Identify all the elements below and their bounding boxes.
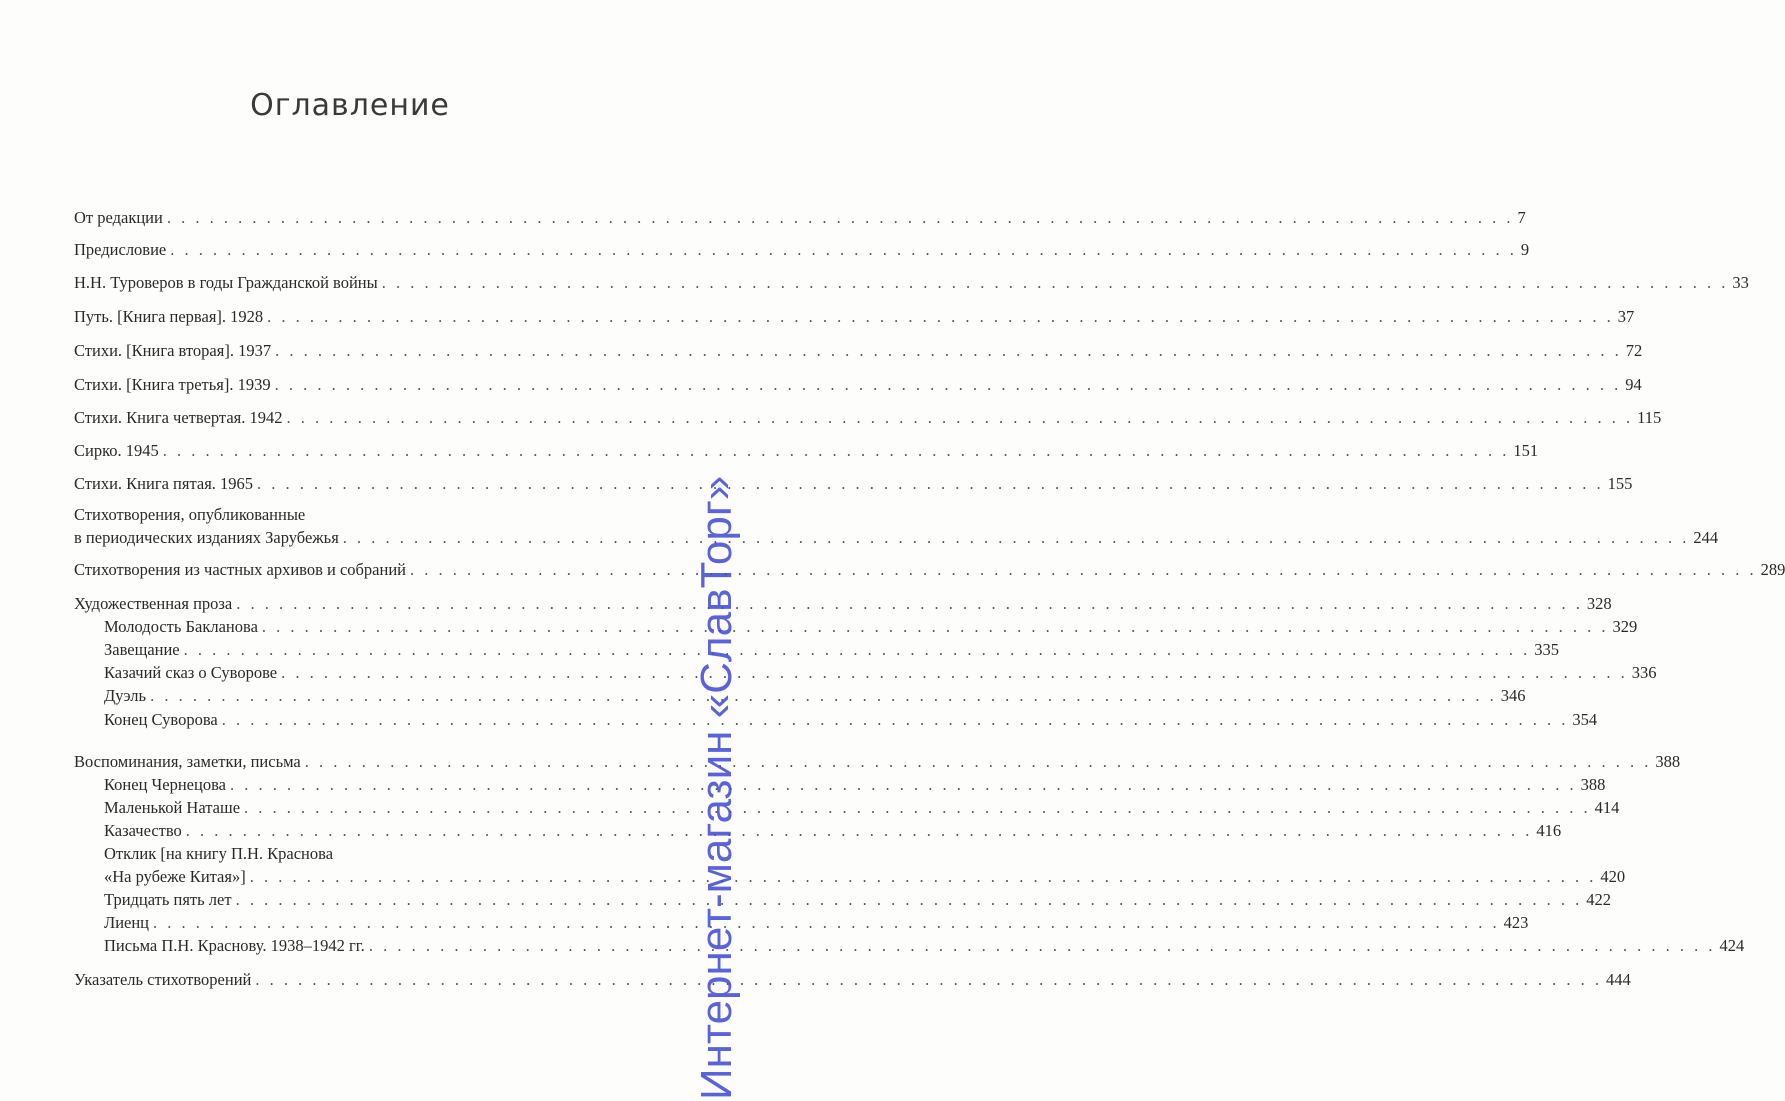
toc-entry-page: 346 — [1500, 686, 1526, 705]
leader-dots — [230, 773, 1577, 796]
leader-dots — [244, 796, 1591, 819]
toc-entry — [74, 472, 1633, 495]
toc-entry — [74, 968, 1631, 991]
toc-entry-title: Стихотворения из частных архивов и собраний — [74, 560, 406, 579]
leader-dots — [287, 406, 1634, 429]
toc-entry-page: 335 — [1534, 640, 1559, 659]
toc-entry — [74, 238, 1530, 261]
toc-entry-title: Казачество — [104, 821, 182, 840]
toc-entry-title: Воспоминания, заметки, письма — [74, 752, 301, 771]
toc-subentry — [74, 911, 1529, 934]
leader-dots — [305, 750, 1652, 773]
toc-entry-title: Маленькой Наташе — [104, 798, 241, 817]
toc-entry-page: 424 — [1719, 936, 1745, 955]
toc-entry-title: Стихи. Книга пятая. 1965 — [74, 474, 254, 493]
toc-entry-title: Конец Чернецова — [104, 775, 226, 794]
leader-dots — [382, 271, 1729, 294]
store-watermark — [632, 310, 741, 1100]
toc-entry-title: Конец Суворова — [104, 710, 218, 729]
toc-entry-title: Молодость Бакланова — [104, 617, 258, 636]
toc-entry — [74, 271, 1749, 294]
leader-dots — [250, 865, 1597, 888]
toc-entry-title: Казачий сказ о Суворове — [104, 663, 278, 682]
toc-entry-page: 151 — [1513, 441, 1539, 460]
toc-entry-title: Стихи. [Книга вторая]. 1937 — [74, 341, 272, 360]
leader-dots — [236, 888, 1583, 911]
toc-subentry — [74, 888, 1611, 911]
toc-entry-page: 155 — [1607, 474, 1633, 493]
toc-entry-page: 328 — [1586, 594, 1612, 613]
toc-entry-title: От редакции — [74, 208, 163, 227]
toc-entry — [74, 373, 1642, 396]
toc-subentry — [74, 842, 1626, 888]
leader-dots — [275, 373, 1622, 396]
leader-dots — [167, 206, 1514, 229]
toc-subentry — [74, 796, 1620, 819]
leader-dots — [343, 526, 1690, 549]
leader-dots — [184, 638, 1531, 661]
toc-entry-page: 289 — [1760, 560, 1785, 579]
toc-section — [74, 750, 1681, 773]
toc-entry — [74, 305, 1635, 328]
leader-dots — [170, 238, 1517, 261]
toc-subentry — [74, 615, 1638, 638]
toc-entry-title: Стихи. Книга четвертая. 1942 — [74, 408, 283, 427]
watermark-text: Интернет-магазин «СлавТорг» — [692, 475, 741, 1100]
leader-dots — [369, 934, 1716, 957]
toc-entry-page: 388 — [1655, 752, 1681, 771]
toc-entry-page: 115 — [1637, 408, 1662, 427]
leader-dots — [275, 339, 1622, 362]
toc-entry-page: 94 — [1625, 375, 1642, 394]
toc-entry-title: Завещание — [104, 640, 180, 659]
toc-subentry — [74, 638, 1559, 661]
page-title: Оглавление — [250, 88, 450, 123]
toc-entry-title: Художественная проза — [74, 594, 233, 613]
toc-entry-title: Сирко. 1945 — [74, 441, 159, 460]
toc-entry-title: Предисловие — [74, 240, 167, 259]
toc-entry-title-line2: в периодических изданиях Зарубежья — [74, 528, 339, 547]
toc-subentry — [74, 708, 1598, 731]
toc-entry-page: 7 — [1517, 208, 1526, 227]
toc-entry-title: Стихи. [Книга третья]. 1939 — [74, 375, 271, 394]
toc-entry — [74, 503, 1719, 549]
leader-dots — [222, 708, 1569, 731]
leader-dots — [257, 472, 1604, 495]
toc-entry-page: 33 — [1732, 273, 1749, 292]
leader-dots — [281, 661, 1628, 684]
leader-dots — [163, 439, 1510, 462]
toc-subentry — [74, 819, 1562, 842]
leader-dots — [153, 911, 1500, 934]
toc-entry-page: 329 — [1612, 617, 1638, 636]
leader-dots — [410, 558, 1757, 581]
toc-subentry — [74, 661, 1657, 684]
leader-dots — [150, 684, 1497, 707]
toc-entry — [74, 339, 1643, 362]
toc-entry — [74, 439, 1539, 462]
toc-subentry — [74, 934, 1745, 957]
toc-entry-page: 9 — [1520, 240, 1530, 259]
toc-subentry — [74, 684, 1526, 707]
toc-entry-page: 72 — [1625, 341, 1643, 360]
toc-entry-page: 416 — [1536, 821, 1562, 840]
toc-entry-title: Тридцать пять лет — [104, 890, 232, 909]
toc-entry-title-line1: Отклик [на книгу П.Н. Краснова — [104, 844, 334, 863]
leader-dots — [255, 968, 1602, 991]
toc-entry-page: 244 — [1693, 528, 1719, 547]
toc-entry-page: 388 — [1580, 775, 1606, 794]
toc-entry-page: 336 — [1631, 663, 1657, 682]
toc-entry-page: 423 — [1503, 913, 1529, 932]
toc-section — [74, 592, 1612, 615]
toc-entry-page: 354 — [1572, 710, 1598, 729]
toc-entry-title: Письма П.Н. Краснову. 1938–1942 гг. — [104, 936, 365, 955]
toc-entry-title: Путь. [Книга первая]. 1928 — [74, 307, 264, 326]
toc-entry-title: Указатель стихотворений — [74, 970, 252, 989]
leader-dots — [236, 592, 1583, 615]
toc-entry-page: 444 — [1606, 970, 1631, 989]
toc-entry-page: 422 — [1586, 890, 1611, 909]
toc-entry-page: 414 — [1594, 798, 1620, 817]
leader-dots — [262, 615, 1609, 638]
toc-entry-title: Дуэль — [104, 686, 147, 705]
toc-entry — [74, 406, 1662, 429]
toc-entry-title-line1: Стихотворения, опубликованные — [74, 505, 306, 524]
toc-entry-title: Лиенц — [104, 913, 150, 932]
toc-subentry — [74, 773, 1606, 796]
toc-entry-title: Н.Н. Туроверов в годы Гражданской войны — [74, 273, 378, 292]
toc-entry-page: 420 — [1600, 867, 1626, 886]
leader-dots — [186, 819, 1533, 842]
leader-dots — [267, 305, 1614, 328]
toc-entry — [74, 206, 1526, 229]
toc-entry — [74, 558, 1785, 581]
toc-entry-title-line2: «На рубеже Китая»] — [104, 867, 246, 886]
toc-entry-page: 37 — [1617, 307, 1635, 326]
